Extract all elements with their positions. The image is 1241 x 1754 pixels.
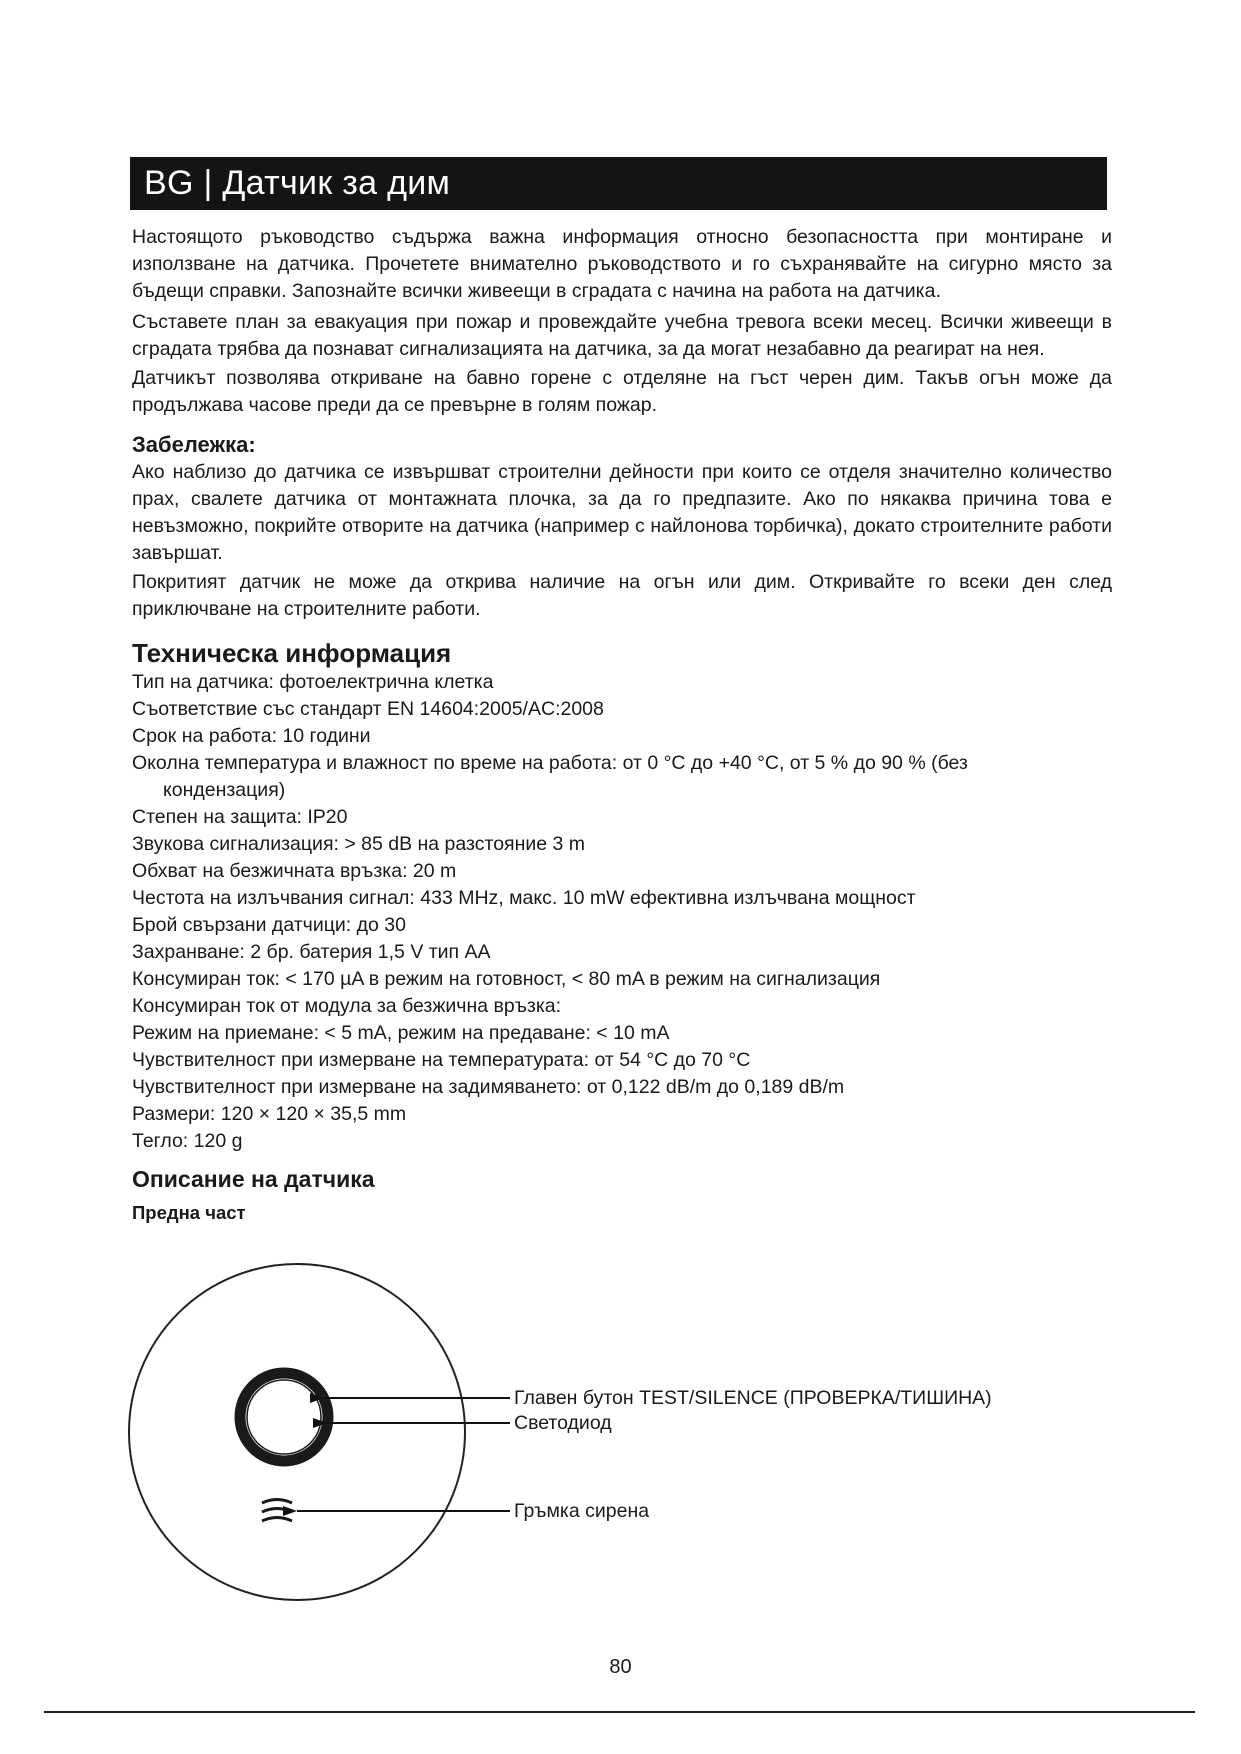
spec-item: Степен на защита: IP20 (132, 806, 348, 828)
test-button-ring (240, 1373, 328, 1461)
spec-list (132, 669, 1112, 1155)
detector-diagram-svg (125, 1260, 1125, 1620)
document-body (132, 224, 1112, 1227)
spec-item: Брой свързани датчици: до 30 (132, 914, 406, 936)
spec-item: Тегло: 120 g (132, 1130, 243, 1152)
description-heading: Описание на датчика (132, 1166, 375, 1192)
spec-item: Режим на приемане: < 5 mA, режим на предаване: < 10 mA (132, 1022, 670, 1044)
test-button-label: Главен бутон TEST/SILENCE (ПРОВЕРКА/ТИШИНА) (514, 1387, 992, 1409)
intro-paragraph: Настоящото ръководство съдържа важна информация относно безопасността при монтиране и използване на датчика. Прочетете внимателно ръководството и го съхранявайте на сигурно място за бъдещи справки. Запознайте всички живеещи в сградата с начина на работа на датчика. (132, 226, 1112, 302)
spec-item: Консумиран ток: < 170 µA в режим на готовност, < 80 mA в режим на сигнализация (132, 968, 881, 990)
spec-item: Честота на излъчвания сигнал: 433 MHz, макс. 10 mW ефективна излъчвана мощност (132, 887, 916, 909)
intro-paragraph: Съставете план за евакуация при пожар и провеждайте учебна тревога всеки месец. Всички живеещи в сградата трябва да познават сигнализацията на датчика, за да могат незабавно да реагират на нея. (132, 311, 1112, 360)
spec-item: Тип на датчика: фотоелектрична клетка (132, 671, 494, 693)
spec-item: Обхват на безжичната връзка: 20 m (132, 860, 457, 882)
spec-item-humidity (132, 750, 1112, 804)
siren-label: Гръмка сирена (514, 1500, 650, 1522)
footer-divider (44, 1711, 1195, 1713)
note-paragraph: Покритият датчик не може да открива наличие на огън или дим. Откривайте го всеки ден след приключване на строителните работи. (132, 571, 1112, 620)
note-paragraph: Ако наблизо до датчика се извършват строителни дейности при които се отделя значително количество прах, свалете датчика от монтажната плочка, за да го предпазите. Ако по някаква причина това е невъзможно, покрийте отворите на датчика (например с найлонова торбичка), докато строителните работи завършат. (132, 461, 1112, 564)
spec-item-continuation: кондензация) (163, 779, 286, 801)
page-title: BG | Датчик за дим (144, 164, 451, 202)
technical-heading: Техническа информация (132, 638, 452, 668)
spec-item: Чувствителност при измерване на температурата: от 54 °C до 70 °C (132, 1049, 751, 1071)
spec-item: Срок на работа: 10 години (132, 725, 371, 747)
page-number: 80 (609, 1656, 632, 1678)
spec-item-text: Околна температура и влажност по време на работа: от 0 °C до +40 °C, от 5 % до 90 % (без (132, 752, 968, 774)
spec-item: Съответствие със стандарт EN 14604:2005/AC:2008 (132, 698, 604, 720)
intro-paragraph: Датчикът позволява откриване на бавно горене с отделяне на гъст черен дим. Такъв огън може да продължава часове преди да се превърне в голям пожар. (132, 367, 1112, 416)
note-heading: Забележка: (132, 432, 256, 457)
front-part-heading: Предна част (132, 1202, 246, 1223)
led-label: Светодиод (514, 1412, 612, 1434)
spec-item: Чувствителност при измерване на задимяването: от 0,122 dB/m до 0,189 dB/m (132, 1076, 845, 1098)
spec-item: Захранване: 2 бр. батерия 1,5 V тип AA (132, 941, 491, 963)
spec-item: Размери: 120 × 120 × 35,5 mm (132, 1103, 407, 1125)
spec-item: Консумиран ток от модула за безжична връзка: (132, 995, 562, 1017)
page-title-bar (130, 157, 1107, 210)
spec-item: Звукова сигнализация: > 85 dB на разстояние 3 m (132, 833, 586, 855)
detector-front-diagram (125, 1260, 1125, 1620)
